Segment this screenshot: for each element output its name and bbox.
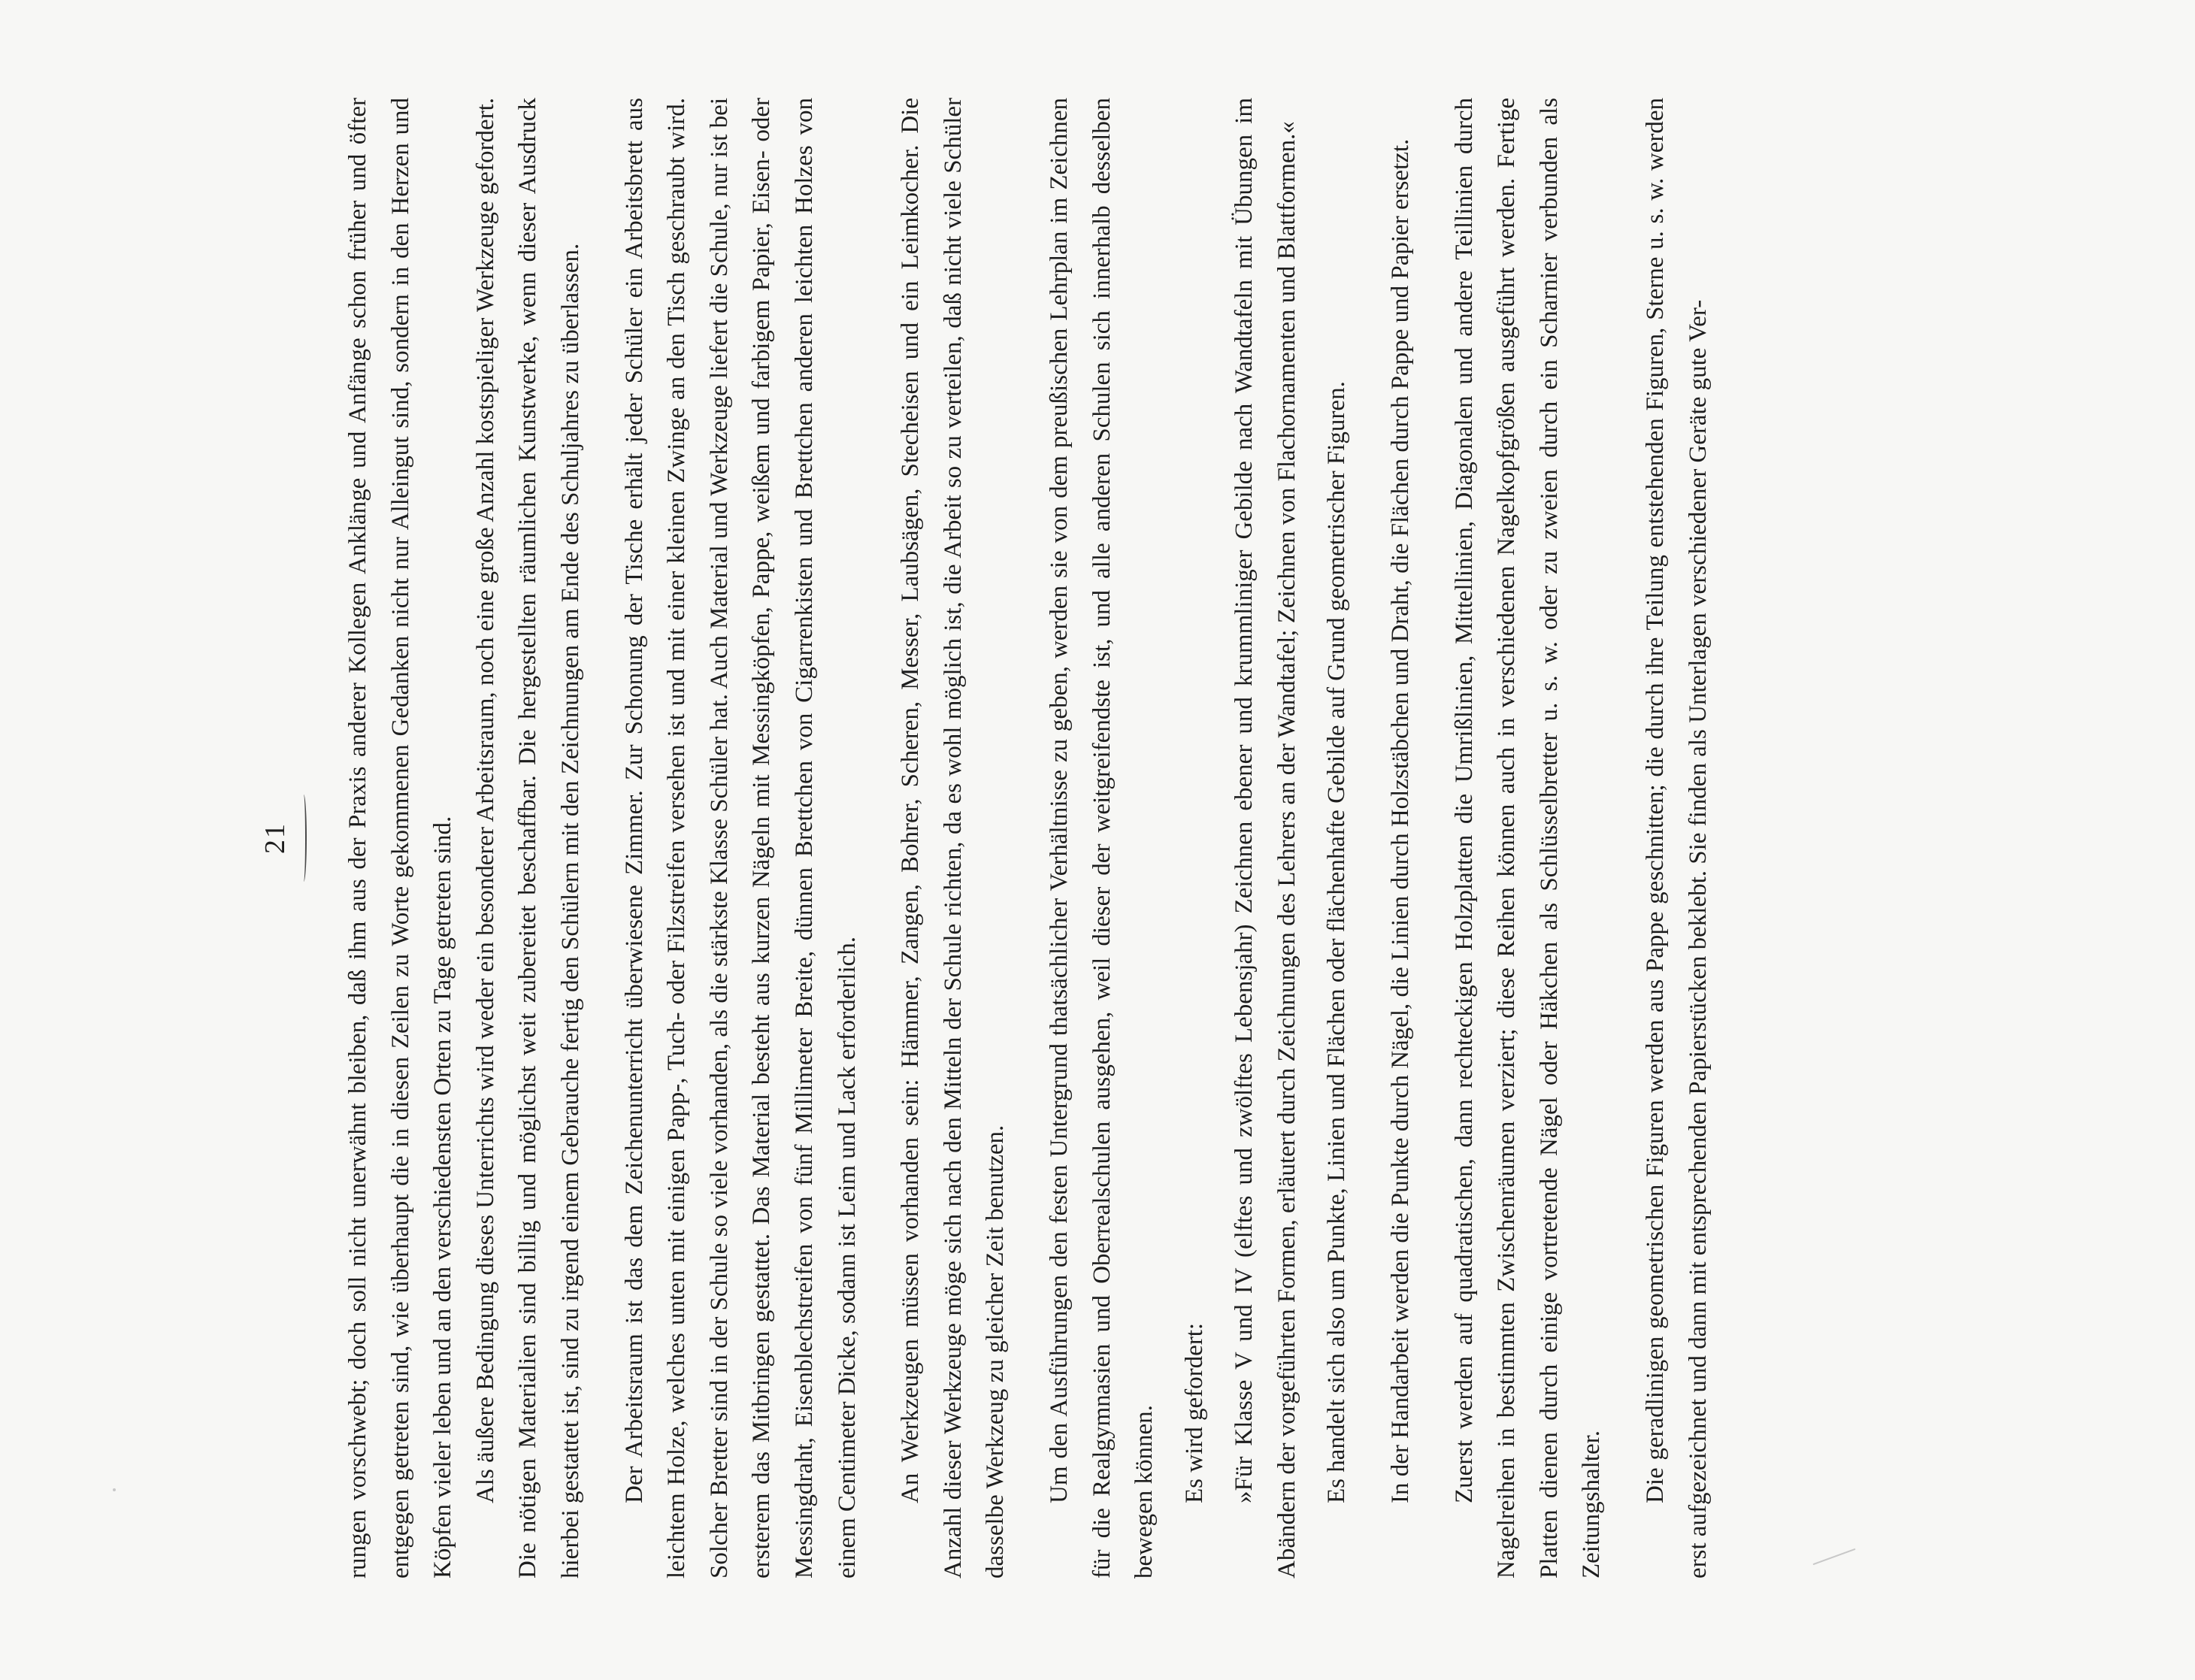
scan-speck: [113, 1488, 116, 1491]
paragraph: Zuerst werden auf quadratischen, dann rechteckigen Holzplatten die Umrißlinien, Mittellinien, Diagonalen und andere Teillinien durch Nagelreihen in bestimmten Zwischenräumen verziert; diese Reihen können auch in verschiedenen Nagelkopfgrößen ausgeführt werden. Fertige Platten dienen durch einige vortretende Nägel oder Häkchen als Schlüsselbretter u. s. w. oder zu zweien durch ein Scharnier verbunden als Zeitungshalter.: [1450, 98, 1606, 1579]
paragraph: Es wird gefordert:: [1180, 1322, 1208, 1503]
paragraph: rungen vorschwebt; doch soll nicht unerwähnt bleiben, daß ihm aus der Praxis anderer Kollegen Anklänge und Anfänge schon früher und öfter entgegen getreten sind, wie überhaupt die in diesen Zeilen zu Worte gekommenen Gedanken nicht nur Alleingut sind, sondern in den Herzen und Köpfen vieler leben und an den verschiedensten Orten zu Tage getreten sind.: [344, 98, 457, 1579]
paragraph: Der Arbeitsraum ist das dem Zeichenunterricht überwiesene Zimmer. Zur Schonung der Tische erhält jeder Schüler ein Arbeitsbrett aus leichtem Holze, welches unten mit einigen Papp-, Tuch- oder Filzstreifen versehen ist und mit einer kleinen Zwinge an den Tisch geschraubt wird. Solcher Bretter sind in der Schule so viele vorhanden, als die stärkste Klasse Schüler hat. Auch Material und Werkzeuge liefert die Schule, nur ist bei ersterem das Mitbringen gestattet. Das Material besteht aus kurzen Nägeln mit Messingköpfen, Pappe, weißem und farbigem Papier, Eisen- oder Messingdraht, Eisenblechstreifen von fünf Millimeter Breite, dünnen Brettchen von Cigarrenkisten und Brettchen anderen leichten Holzes von einem Centimeter Dicke, sodann ist Leim und Lack erforderlich.: [620, 98, 861, 1579]
paragraph: An Werkzeugen müssen vorhanden sein: Hämmer, Zangen, Bohrer, Scheren, Messer, Laubsägen, Stecheisen und ein Leimkocher. Die Anzahl dieser Werkzeuge möge sich nach den Mitteln der Schule richten, da es wohl möglich ist, die Arbeit so zu verteilen, daß nicht viele Schüler dasselbe Werkzeug zu gleicher Zeit benutzen.: [897, 98, 1010, 1579]
page-number-ornament: [301, 795, 307, 882]
paragraph: Um den Ausführungen den festen Untergrund thatsächlicher Verhältnisse zu geben, werden sie von dem preußischen Lehrplan im Zeichnen für die Realgymnasien und Oberrealschulen ausgehen, weil dieser der weitgreifendste ist, und alle anderen Schulen sich innerhalb desselben bewegen können.: [1045, 98, 1158, 1579]
paragraph: »Für Klasse V und IV (elftes und zwölftes Lebensjahr) Zeichnen ebener und krummliniger Gebilde nach Wandtafeln mit Übungen im Abändern der vorgeführten Formen, erläutert durch Zeichnungen des Lehrers an der Wandtafel; Zeichnen von Flachornamenten und Blattformen.«: [1231, 98, 1300, 1579]
body-text: [337, 98, 1719, 1579]
paragraph: Die geradlinigen geometrischen Figuren werden aus Pappe geschnitten; die durch ihre Teilung entstehenden Figuren, Sterne u. s. w. werden erst aufgezeichnet und dann mit entsprechenden Papierstücken beklebt. Sie finden als Unterlagen verschiedener Geräte gute Ver-: [1642, 98, 1712, 1579]
rotated-text-frame: [259, 98, 2048, 1579]
page-number: 21: [259, 822, 291, 854]
paragraph: In der Handarbeit werden die Punkte durch Nägel, die Linien durch Holzstäbchen und Draht, die Flächen durch Pappe und Papier ersetzt.: [1387, 138, 1415, 1503]
paragraph: Als äußere Bedingung dieses Unterrichts wird weder ein besonderer Arbeitsraum, noch eine große Anzahl kostspieliger Werkzeuge gefordert. Die nötigen Materialien sind billig und möglichst weit zubereitet beschaffbar. Die hergestellten räumlichen Kunstwerke, wenn dieser Ausdruck hierbei gestattet ist, sind zu irgend einem Gebrauche fertig den Schülern mit den Zeichnungen am Ende des Schuljahres zu überlassen.: [471, 98, 584, 1579]
paragraph: Es handelt sich also um Punkte, Linien und Flächen oder flächenhafte Gebilde auf Grund geometrischer Figuren.: [1323, 381, 1351, 1503]
